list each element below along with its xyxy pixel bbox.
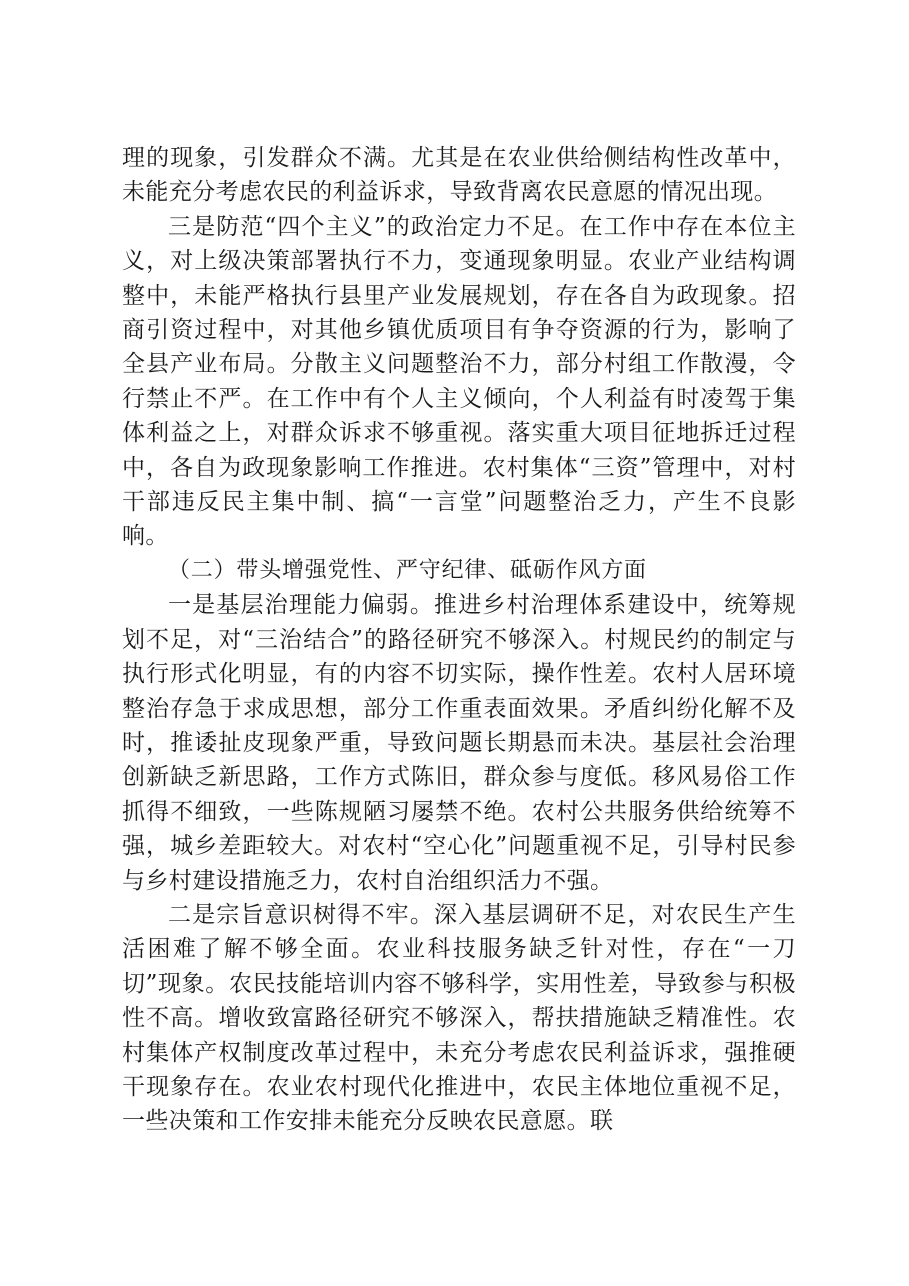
section-heading: （二）带头增强党性、严守纪律、砥砺作风方面 [168,557,647,583]
document-body [122,141,796,1139]
paragraph-point-two: 二是宗旨意识树得不牢。深入基层调研不足，对农民生产生活困难了解不够全面。农业科技服务缺乏针对性，存在“一刀切”现象。农民技能培训内容不够科学，实用性差，导致参与积极性不高。增收致富路径研究不够深入，帮扶措施缺乏精准性。农村集体产权制度改革过程中，未充分考虑农民利益诉求，强推硬干现象存在。农业农村现代化推进中，农民主体地位重视不足，一些决策和工作安排未能充分反映农民意愿。联 [122,901,796,1135]
paragraph-continuation: 理的现象，引发群众不满。尤其是在农业供给侧结构性改革中，未能充分考虑农民的利益诉求，导致背离农民意愿的情况出现。 [122,145,796,206]
paragraph-point-one: 一是基层治理能力偏弱。推进乡村治理体系建设中，统筹规划不足，对“三治结合”的路径研究不够深入。村规民约的制定与执行形式化明显，有的内容不切实际，操作性差。农村人居环境整治存急于求成思想，部分工作重表面效果。矛盾纠纷化解不及时，推诿扯皮现象严重，导致问题长期悬而未决。基层社会治理创新缺乏新思路，工作方式陈旧，群众参与度低。移风易俗工作抓得不细致，一些陈规陋习屡禁不绝。农村公共服务供给统筹不强，城乡差距较大。对农村“空心化”问题重视不足，引导村民参与乡村建设措施乏力，农村自治组织活力不强。 [122,592,796,894]
paragraph-point-three: 三是防范“四个主义”的政治定力不足。在工作中存在本位主义，对上级决策部署执行不力，变通现象明显。农业产业结构调整中，未能严格执行县里产业发展规划，存在各自为政现象。招商引资过程中，对其他乡镇优质项目有争夺资源的行为，影响了全县产业布局。分散主义问题整治不力，部分村组工作散漫，令行禁止不严。在工作中有个人主义倾向，个人利益有时凌驾于集体利益之上，对群众诉求不够重视。落实重大项目征地拆迁过程中，各自为政现象影响工作推进。农村集体“三资”管理中，对村干部违反民主集中制、搞“一言堂”问题整治乏力，产生不良影响。 [122,213,796,550]
